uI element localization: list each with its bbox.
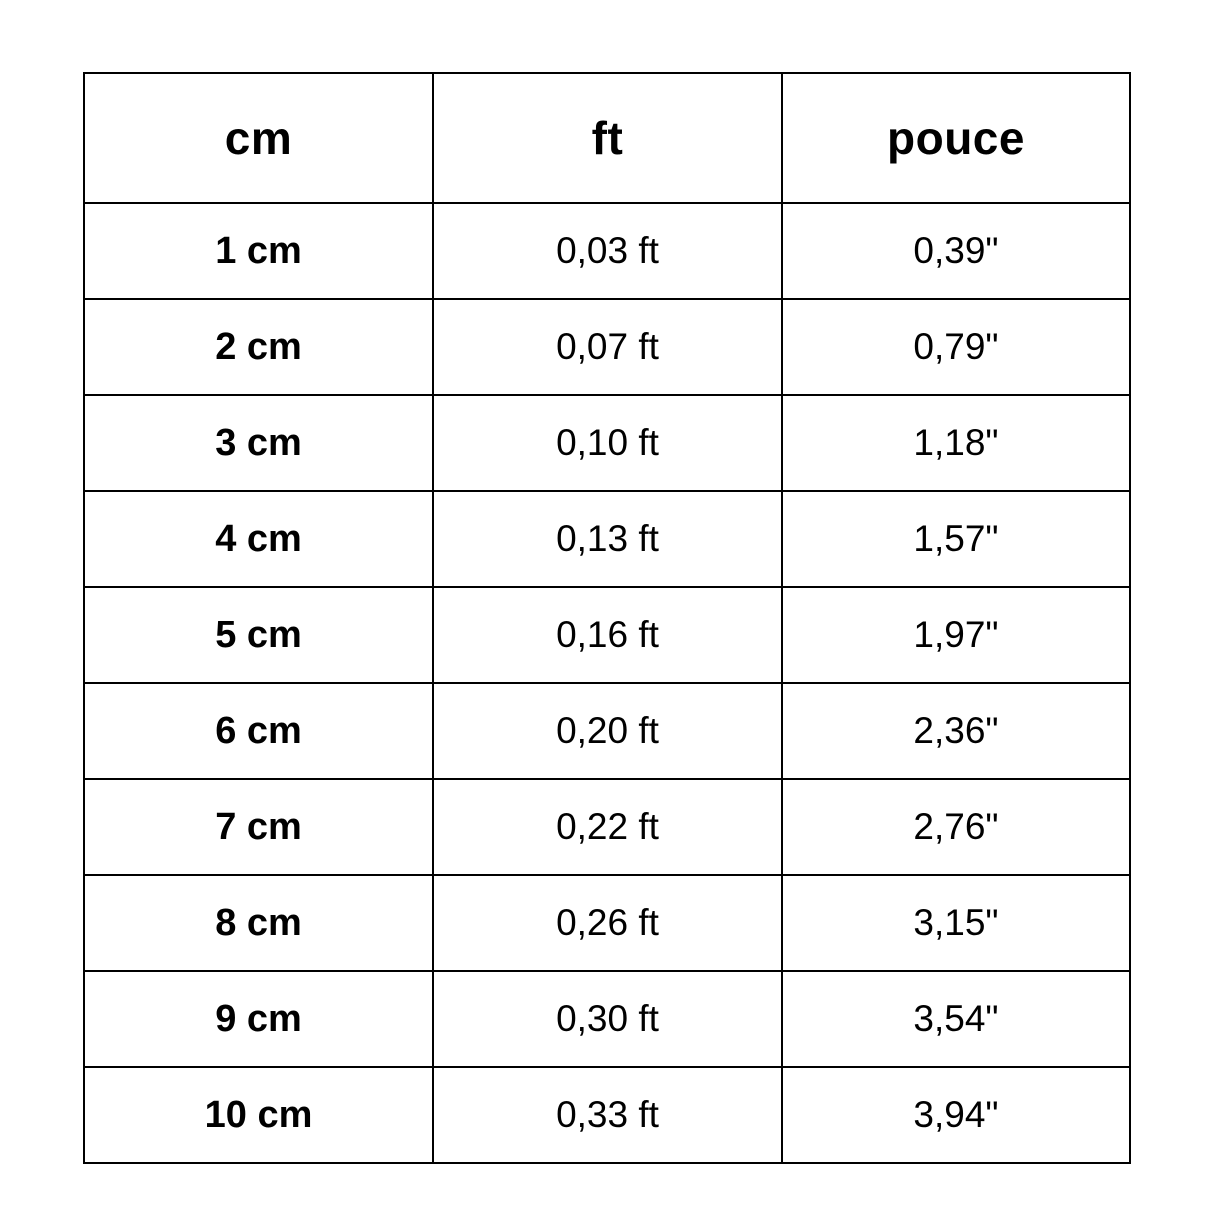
cell-pouce: 2,36" — [782, 683, 1130, 779]
column-header-pouce: pouce — [782, 73, 1130, 203]
cell-ft: 0,33 ft — [433, 1067, 782, 1163]
cell-cm: 3 cm — [84, 395, 433, 491]
cell-pouce: 3,94" — [782, 1067, 1130, 1163]
cell-cm: 10 cm — [84, 1067, 433, 1163]
table-header — [84, 73, 1130, 203]
cell-pouce: 3,54" — [782, 971, 1130, 1067]
cell-pouce: 0,79" — [782, 299, 1130, 395]
table-header-row — [84, 73, 1130, 203]
cell-ft: 0,22 ft — [433, 779, 782, 875]
column-header-cm: cm — [84, 73, 433, 203]
cell-pouce: 2,76" — [782, 779, 1130, 875]
cell-cm: 9 cm — [84, 971, 433, 1067]
cell-pouce: 1,18" — [782, 395, 1130, 491]
cell-cm: 1 cm — [84, 203, 433, 299]
column-header-ft: ft — [433, 73, 782, 203]
table-body — [84, 203, 1130, 1163]
cell-cm: 8 cm — [84, 875, 433, 971]
table-row — [84, 203, 1130, 299]
table-row — [84, 299, 1130, 395]
cell-cm: 4 cm — [84, 491, 433, 587]
table-row — [84, 1067, 1130, 1163]
cell-pouce: 1,57" — [782, 491, 1130, 587]
table-row — [84, 395, 1130, 491]
cell-cm: 2 cm — [84, 299, 433, 395]
table-row — [84, 875, 1130, 971]
cell-cm: 7 cm — [84, 779, 433, 875]
table-row — [84, 779, 1130, 875]
cm-to-ft-inch-conversion-table — [83, 72, 1131, 1164]
cell-pouce: 0,39" — [782, 203, 1130, 299]
cell-ft: 0,03 ft — [433, 203, 782, 299]
cell-cm: 6 cm — [84, 683, 433, 779]
table-row — [84, 491, 1130, 587]
cell-ft: 0,16 ft — [433, 587, 782, 683]
cell-ft: 0,30 ft — [433, 971, 782, 1067]
table-row — [84, 587, 1130, 683]
cell-ft: 0,20 ft — [433, 683, 782, 779]
cell-cm: 5 cm — [84, 587, 433, 683]
cell-ft: 0,13 ft — [433, 491, 782, 587]
cell-pouce: 1,97" — [782, 587, 1130, 683]
cell-pouce: 3,15" — [782, 875, 1130, 971]
table-row — [84, 683, 1130, 779]
table-row — [84, 971, 1130, 1067]
cell-ft: 0,10 ft — [433, 395, 782, 491]
cell-ft: 0,07 ft — [433, 299, 782, 395]
cell-ft: 0,26 ft — [433, 875, 782, 971]
